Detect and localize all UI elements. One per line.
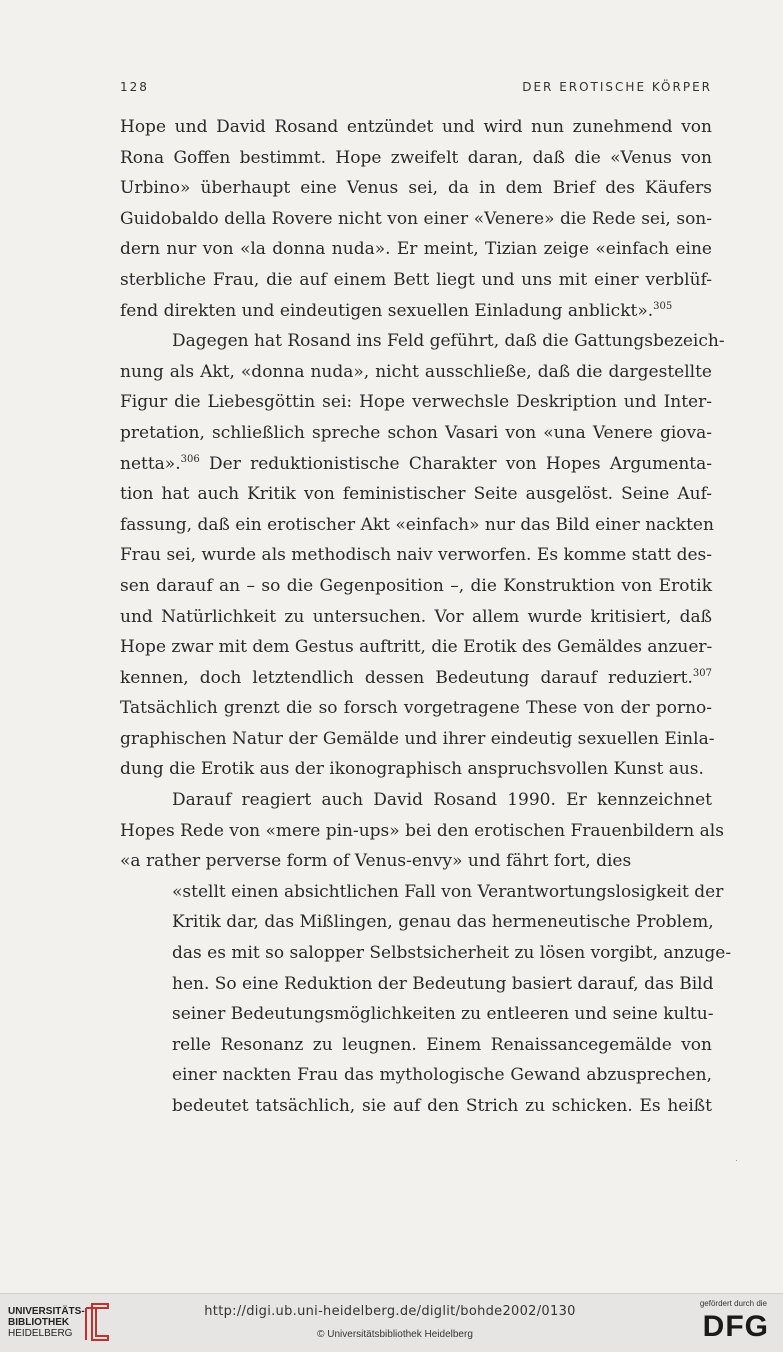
text-segment: kennen, doch letztendlich dessen Bedeutung darauf reduziert. <box>120 667 693 688</box>
text-line: Urbino» überhaupt eine Venus sei, da in dem Brief des Käufers <box>120 178 712 199</box>
text-line: sterbliche Frau, die auf einem Bett liegt und uns mit einer verblüf- <box>120 269 712 290</box>
running-head <box>120 80 712 98</box>
funding-caption: gefördert durch die <box>699 1299 767 1308</box>
text-line: pretation, schließlich spreche schon Vasari von «una Venere giova- <box>120 422 712 443</box>
text-line: Frau sei, wurde als methodisch naiv verworfen. Es komme statt des- <box>120 545 712 566</box>
text-line: Figur die Liebesgöttin sei: Hope verwechsle Deskription und Inter- <box>120 392 712 413</box>
text-line: dung die Erotik aus der ikonographisch anspruchsvollen Kunst aus. <box>120 759 704 780</box>
quote-line: bedeutet tatsächlich, sie auf den Strich zu schicken. Es heißt <box>172 1096 712 1116</box>
text-line <box>120 663 712 694</box>
text-line: Hope und David Rosand entzündet und wird nun zunehmend von <box>120 117 712 137</box>
footnote-ref-306: 306 <box>180 453 200 465</box>
text-line <box>120 449 712 480</box>
page-number: 128 <box>120 80 149 94</box>
text-line: Rona Goffen bestimmt. Hope zweifelt daran, daß die «Venus von <box>120 147 712 168</box>
text-line <box>120 296 712 327</box>
dfg-logo[interactable]: DFG <box>702 1310 769 1343</box>
quote-line: Kritik dar, das Mißlingen, genau das hermeneutische Problem, <box>172 912 714 933</box>
quote-line: seiner Bedeutungsmöglichkeiten zu entleeren und seine kultu- <box>172 1004 714 1025</box>
text-line: Hope zwar mit dem Gestus auftritt, die Erotik des Gemäldes anzuer- <box>120 637 713 658</box>
quote-line: hen. So eine Reduktion der Bedeutung basiert darauf, das Bild <box>172 973 714 994</box>
text-line: Guidobaldo della Rovere nicht von einer «Venere» die Rede sei, son- <box>120 208 712 229</box>
library-emblem-icon <box>78 1302 114 1342</box>
quote-line: «stellt einen absichtlichen Fall von Verantwortungslosigkeit der <box>172 881 724 902</box>
text-line: Dagegen hat Rosand ins Feld geführt, daß die Gattungsbezeich- <box>172 331 725 352</box>
footnote-ref-307: 307 <box>692 667 712 679</box>
text-line: «a rather perverse form of Venus-envy» und fährt fort, dies <box>120 851 632 872</box>
text-segment: netta». <box>120 453 181 474</box>
body-text <box>120 112 732 1122</box>
text-segment: Der reduktionistische Charakter von Hopes Argumenta- <box>199 453 712 474</box>
text-line: fassung, daß ein erotischer Akt «einfach» nur das Bild einer nackten <box>120 514 714 535</box>
text-line: sen darauf an – so die Gegenposition –, die Konstruktion von Erotik <box>120 575 712 596</box>
quote-line: relle Resonanz zu leugnen. Einem Renaissancegemälde von <box>172 1034 712 1055</box>
quote-line: einer nackten Frau das mythologische Gewand abzusprechen, <box>172 1065 712 1086</box>
text-line: Darauf reagiert auch David Rosand 1990. Er kennzeichnet <box>172 790 712 811</box>
quote-line: das es mit so salopper Selbstsicherheit zu lösen vorgibt, anzuge- <box>172 943 732 964</box>
library-logo[interactable] <box>8 1302 112 1344</box>
library-name-line: UNIVERSITÄTS- <box>8 1306 85 1317</box>
text-line: graphischen Natur der Gemälde und ihrer eindeutig sexuellen Einla- <box>120 728 715 749</box>
text-line: Hopes Rede von «mere pin-ups» bei den erotischen Frauenbildern als <box>120 820 724 841</box>
scan-speck <box>736 1160 737 1161</box>
library-name-line: BIBLIOTHEK <box>8 1317 70 1328</box>
text-line: Tatsächlich grenzt die so forsch vorgetragene These von der porno- <box>120 698 712 719</box>
text-line: dern nur von «la donna nuda». Er meint, Tizian zeige «einfach eine <box>120 239 712 260</box>
text-line: und Natürlichkeit zu untersuchen. Vor allem wurde kritisiert, daß <box>120 606 712 627</box>
library-name-line: HEIDELBERG <box>8 1328 73 1339</box>
copyright-notice: © Universitätsbibliothek Heidelberg <box>317 1329 473 1340</box>
viewer-footer <box>0 1293 783 1352</box>
text-line: tion hat auch Kritik von feministischer Seite ausgelöst. Seine Auf- <box>120 484 712 505</box>
text-line: nung als Akt, «donna nuda», nicht ausschließe, daß die dargestellte <box>120 361 712 382</box>
chapter-title: DER EROTISCHE KÖRPER <box>522 80 712 94</box>
permalink-url[interactable]: http://digi.ub.uni-heidelberg.de/diglit/bohde2002/0130 <box>204 1304 576 1319</box>
text-segment: fend direkten und eindeutigen sexuellen Einladung anblickt». <box>120 300 654 321</box>
footnote-ref-305: 305 <box>653 300 673 312</box>
